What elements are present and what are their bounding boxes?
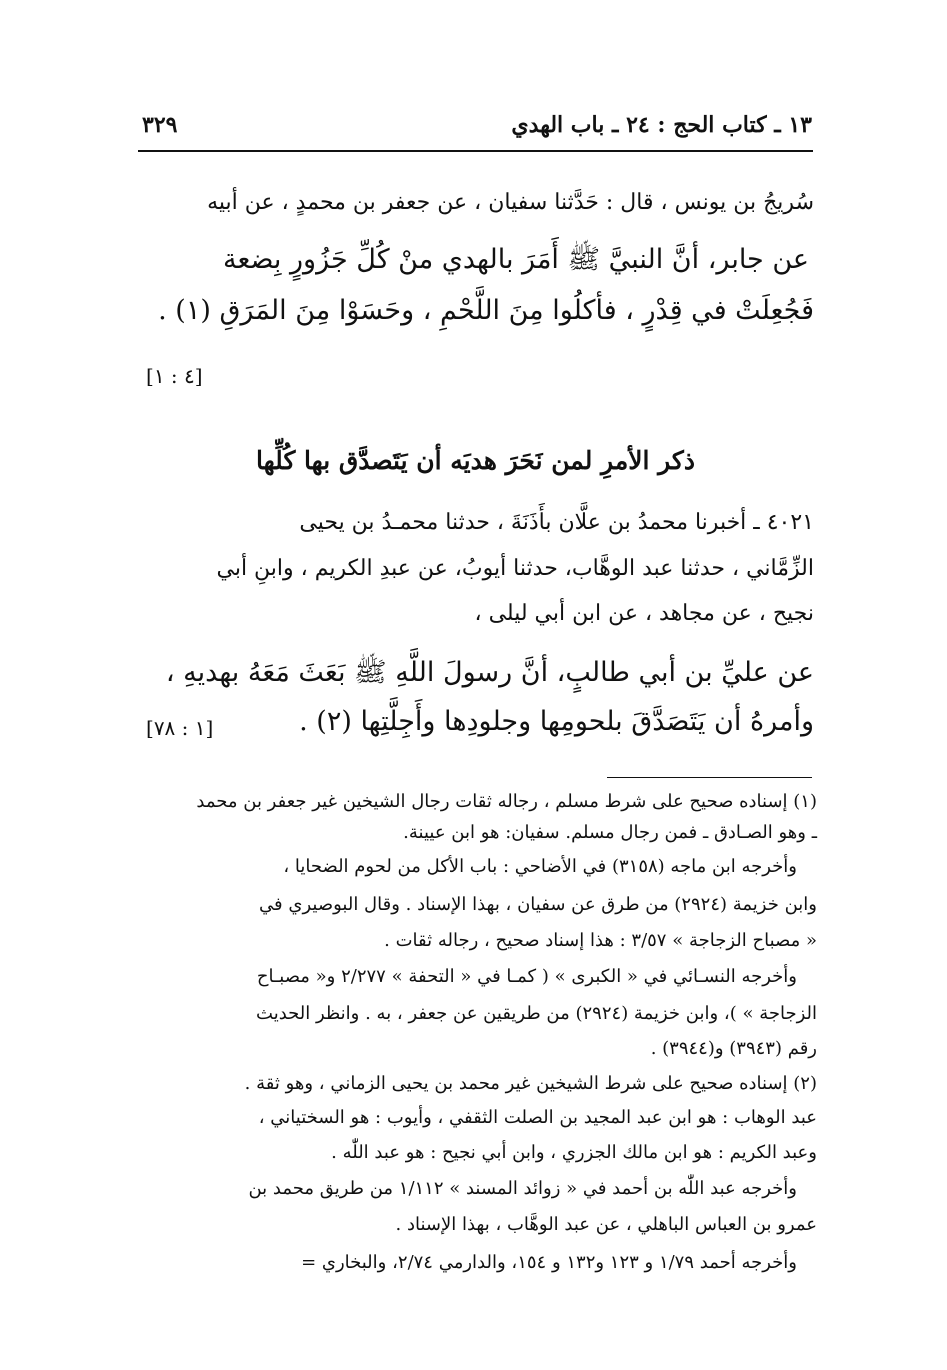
hadith-2-isnad-line-3: نجيح ، عن مجاهد ، عن ابن أبي ليلى ، bbox=[474, 601, 814, 626]
page-number: ٣٢٩ bbox=[142, 112, 178, 138]
hadith-2-isnad-line-1: ٤٠٢١ ـ أخبرنا محمدُ بن علَّان بأَذَنَةَ ، حدثنا محمـدُ بن يحيى bbox=[299, 510, 814, 535]
footnote-2-line-2: عبد الوهاب : هو ابن عبد المجيد بن الصلت الثقفي ، وأيوب : هو السختياني ، bbox=[258, 1107, 817, 1128]
footnote-1-line-4: وابن خزيمة (٢٩٢٤) من طرق عن سفيان ، بهذا الإسناد . وقال البوصيري في bbox=[259, 894, 817, 915]
footnote-1-line-5: « مصباح الزجاجة » ٣/٥٧ : هذا إسناد صحيح ، رجاله ثقات . bbox=[384, 930, 817, 951]
hadith-1-reference: [٤ : ١] bbox=[146, 364, 203, 388]
footnote-2-line-4: وأخرجه عبد اللّٰه بن أحمد في « زوائد المسند » ١/١١٢ من طريق محمد بن bbox=[248, 1178, 797, 1199]
footnote-divider bbox=[607, 777, 812, 778]
footnote-2-line-3: وعبد الكريم : هو ابن مالك الجزري ، وابن أبي نجيح : هو عبد اللّٰه . bbox=[331, 1142, 817, 1163]
hadith-2-isnad-line-2: الزِّمَّاني ، حدثنا عبد الوهَّاب، حدثنا أيوبُ، عن عبدِ الكريم ، وابنِ أبي bbox=[216, 556, 814, 581]
hadith-2-reference: [١ : ٧٨] bbox=[146, 716, 214, 740]
footnote-1-line-8: رقم (٣٩٤٣) و(٣٩٤٤) . bbox=[650, 1038, 817, 1059]
hadith-2-matn-line-2: وأمرهُ أن يَتَصَدَّقَ بلحومِها وجلودِها وأَجِلَّتِها (٢) . bbox=[299, 706, 814, 737]
hadith-1-matn-line-2: فَجُعِلَتْ في قِدْرٍ ، فأكلُوا مِنَ اللَّحْمِ ، وحَسَوْا مِنَ المَرَقِ (١) . bbox=[158, 295, 814, 326]
footnote-1-line-1: (١) إسناده صحيح على شرط مسلم ، رجاله ثقات رجال الشيخين غير جعفر بن محمد bbox=[196, 791, 817, 812]
running-header bbox=[142, 112, 812, 146]
hadith-1-matn-line-1: عن جابر، أنَّ النبيَّ ﷺ أَمَرَ بالهدي منْ كُلِّ جَزُورٍ بِضعة bbox=[223, 244, 809, 275]
section-title: ذكر الأمرِ لمن نَحَرَ هديَه أن يَتَصدَّق بها كُلِّها bbox=[256, 446, 695, 475]
footnote-2-line-6: وأخرجه أحمد ١/٧٩ و ١٢٣ و١٣٢ و ١٥٤، والدارمي ٢/٧٤، والبخاري = bbox=[301, 1252, 797, 1273]
footnote-1-line-7: الزجاجة » )، وابن خزيمة (٢٩٢٤) من طريقين عن جعفر ، به . وانظر الحديث bbox=[256, 1003, 817, 1024]
footnote-2-line-1: (٢) إسناده صحيح على شرط الشيخين غير محمد بن يحيى الزماني ، وهو ثقة . bbox=[244, 1073, 817, 1094]
chapter-heading: ١٣ ـ كتاب الحج : ٢٤ ـ باب الهدي bbox=[511, 112, 812, 138]
footnote-1-line-2: ـ وهو الصـادق ـ فمن رجال مسلم. سفيان: هو ابن عيينة. bbox=[403, 822, 817, 843]
footnote-2-line-5: عمرو بن العباس الباهلي ، عن عبد الوهَّاب ، بهذا الإسناد . bbox=[395, 1214, 817, 1235]
footnote-1-line-3: وأخرجه ابن ماجه (٣١٥٨) في الأضاحي : باب الأكل من لحوم الضحايا ، bbox=[283, 856, 797, 877]
hadith-2-matn-line-1: عن عليِّ بن أبي طالبٍ، أنَّ رسولَ اللَّهِ ﷺ بَعَثَ مَعَهُ بهديهِ ، bbox=[165, 657, 814, 688]
header-divider bbox=[138, 150, 813, 152]
footnote-1-line-6: وأخرجه النسـائي في « الكبرى » ( كمـا في « التحفة » ٢/٢٧٧ و« مصبـاح bbox=[256, 966, 797, 987]
hadith-1-isnad: سُريجُ بن يونس ، قال : حَدَّثنا سفيان ، عن جعفر بن محمدٍ ، عن أبيه bbox=[207, 190, 814, 215]
